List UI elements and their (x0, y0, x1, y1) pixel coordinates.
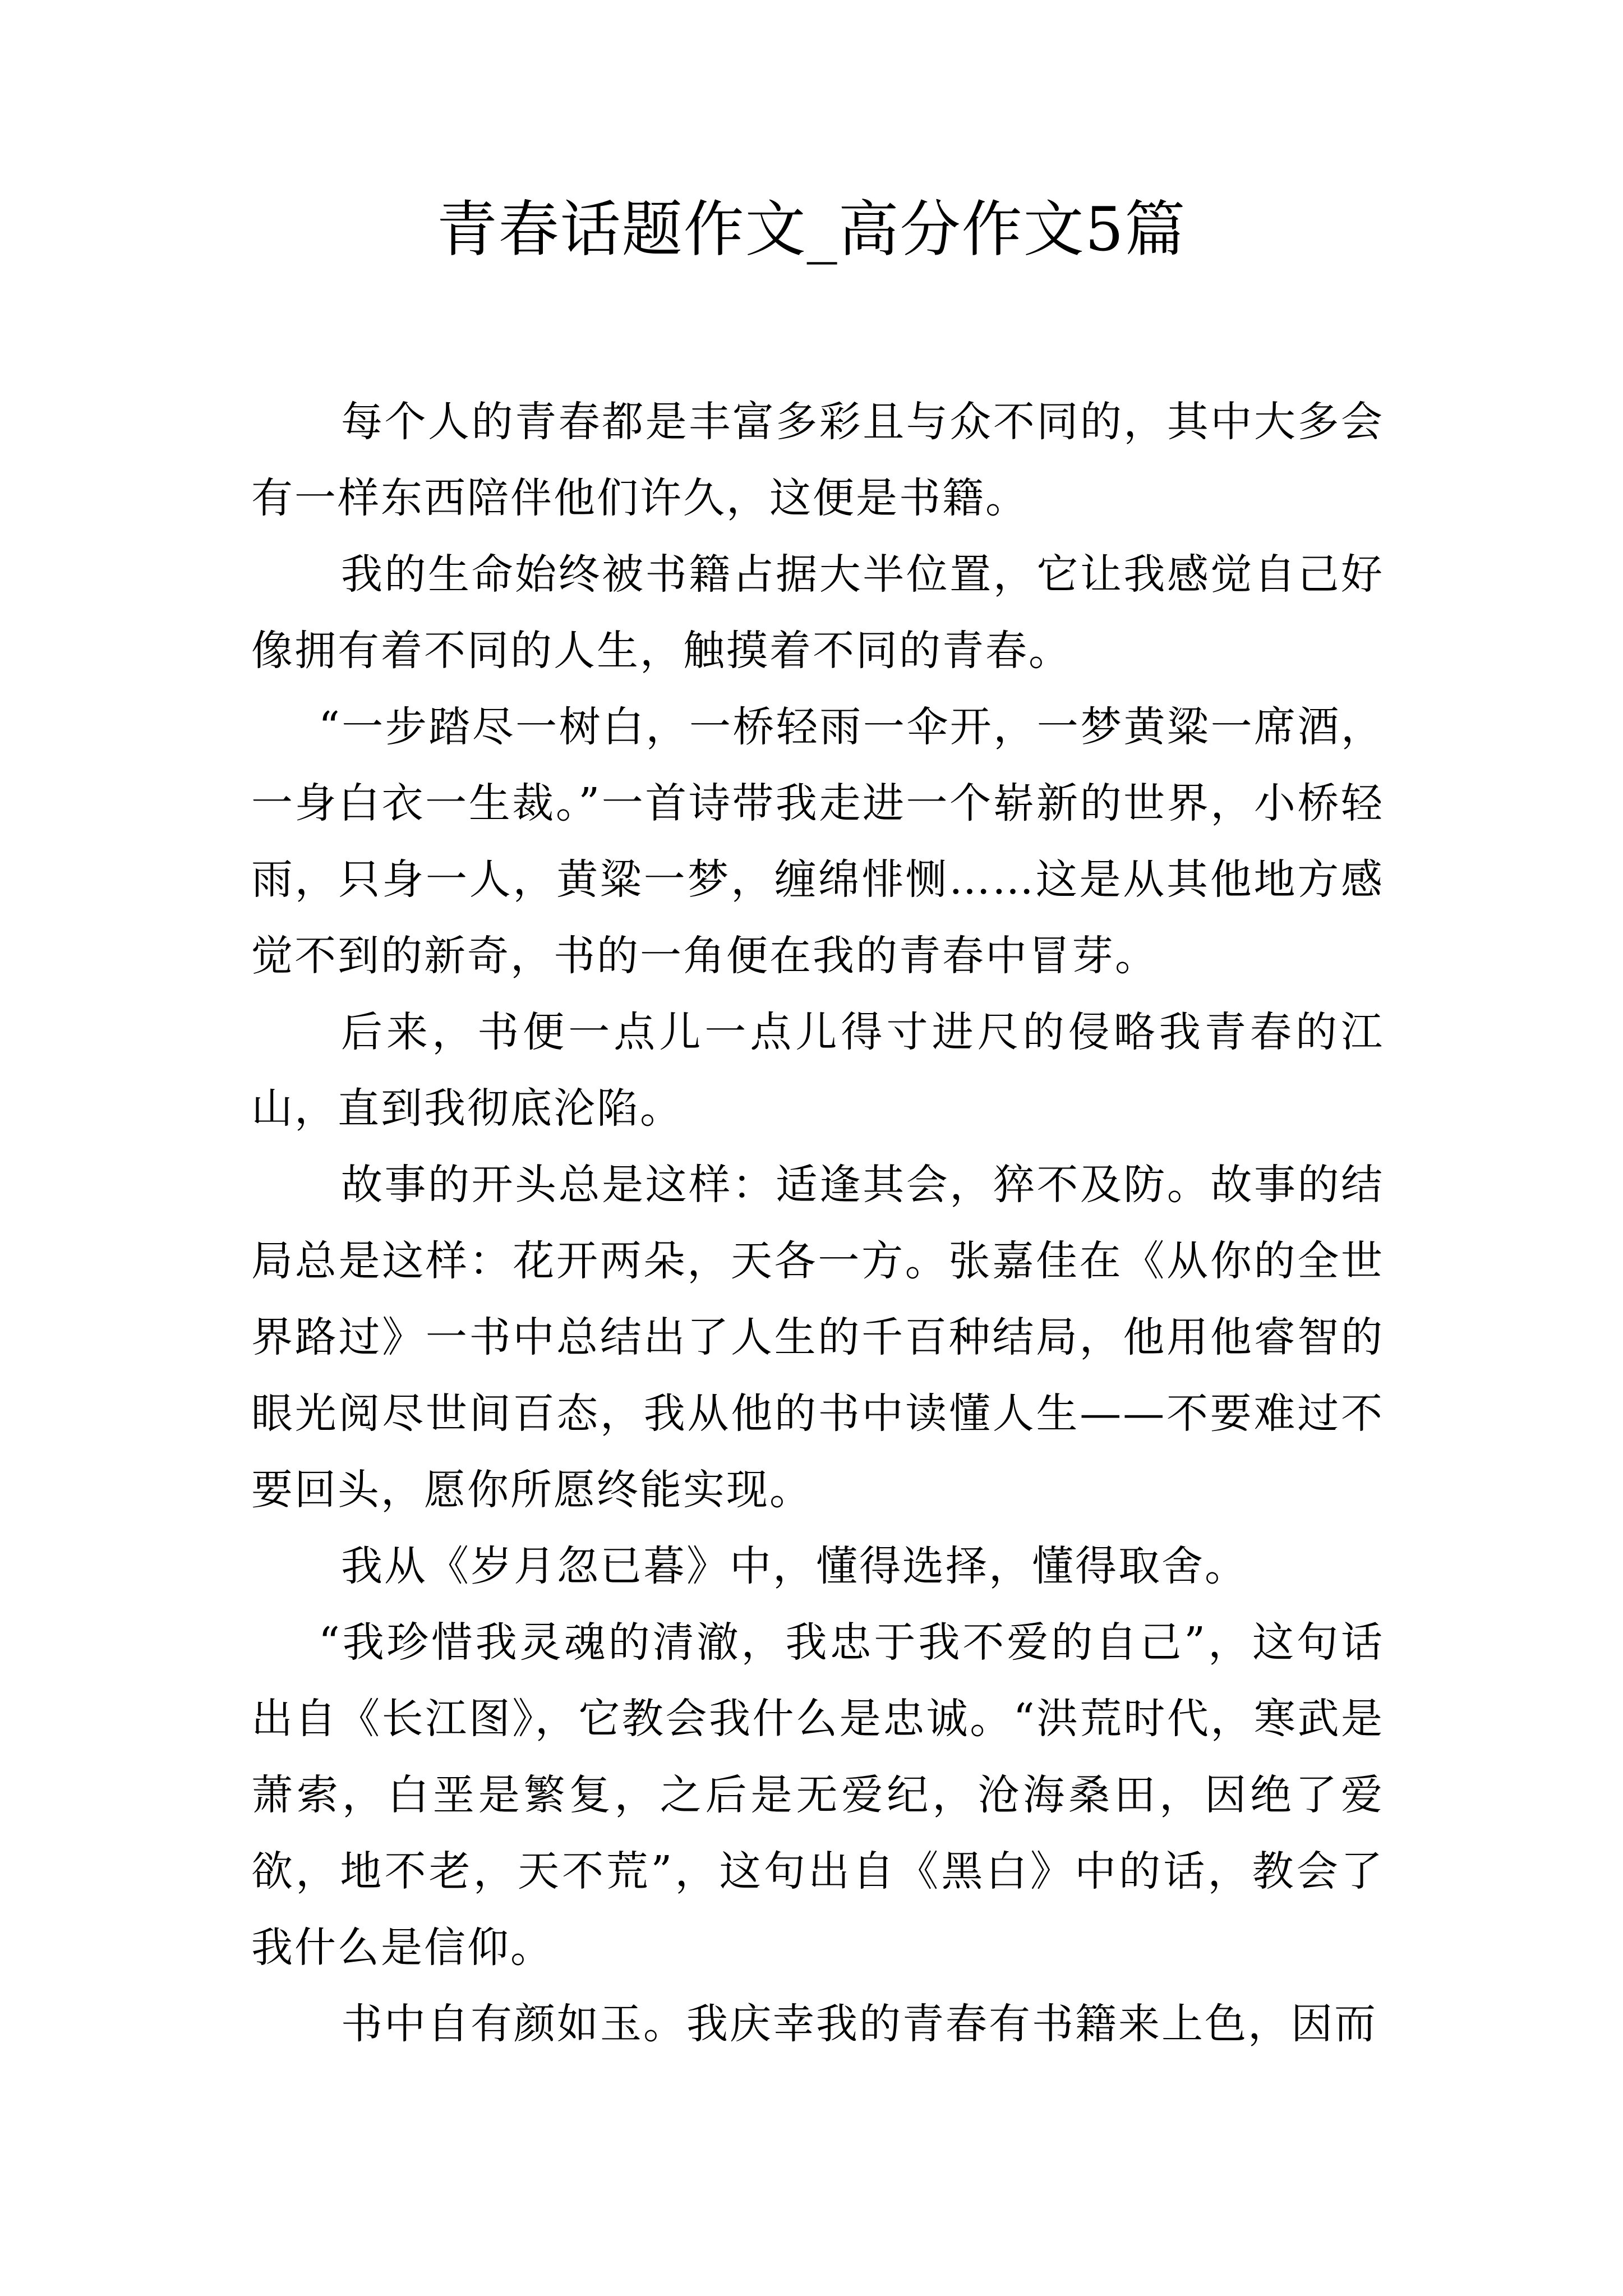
paragraph: “我珍惜我灵魂的清澈，我忠于我不爱的自己”，这句话出自《长江图》，它教会我什么是忠诚。“洪荒时代，寒武是萧索，白垩是繁复，之后是无爱纪，沧海桑田，因绝了爱欲，地不老，天不荒”，这句出自《黑白》中的话，教会了我什么是信仰。 (251, 1618, 1384, 1972)
paragraph: 书中自有颜如玉。我庆幸我的青春有书籍来上色，因而 (341, 2000, 1377, 2048)
document-body (251, 384, 1384, 2062)
paragraph: 故事的开头总是这样：适逢其会，猝不及防。故事的结局总是这样：花开两朵，天各一方。张嘉佳在《从你的全世界路过》一书中总结出了人生的千百种结局，他用他睿智的眼光阅尽世间百态，我从他的书中读懂人生——不要难过不要回头，愿你所愿终能实现。 (251, 1161, 1384, 1514)
paragraph: 每个人的青春都是丰富多彩且与众不同的，其中大多会有一样东西陪伴他们许久，这便是书籍。 (251, 398, 1384, 522)
paragraph: 我的生命始终被书籍占据大半位置，它让我感觉自己好像拥有着不同的人生，触摸着不同的青春。 (251, 550, 1384, 675)
paragraph: “一步踏尽一树白，一桥轻雨一伞开，一梦黄粱一席酒，一身白衣一生裁。”一首诗带我走进一个崭新的世界，小桥轻雨，只身一人，黄粱一梦，缠绵悱恻……这是从其他地方感觉不到的新奇，书的一角便在我的青春中冒芽。 (251, 703, 1384, 980)
paragraph: 后来，书便一点儿一点儿得寸进尺的侵略我青春的江山，直到我彻底沦陷。 (251, 1008, 1384, 1133)
paragraph: 我从《岁月忽已暮》中，懂得选择，懂得取舍。 (341, 1542, 1248, 1590)
document-title: 青春话题作文_高分作文5篇 (436, 195, 1187, 265)
